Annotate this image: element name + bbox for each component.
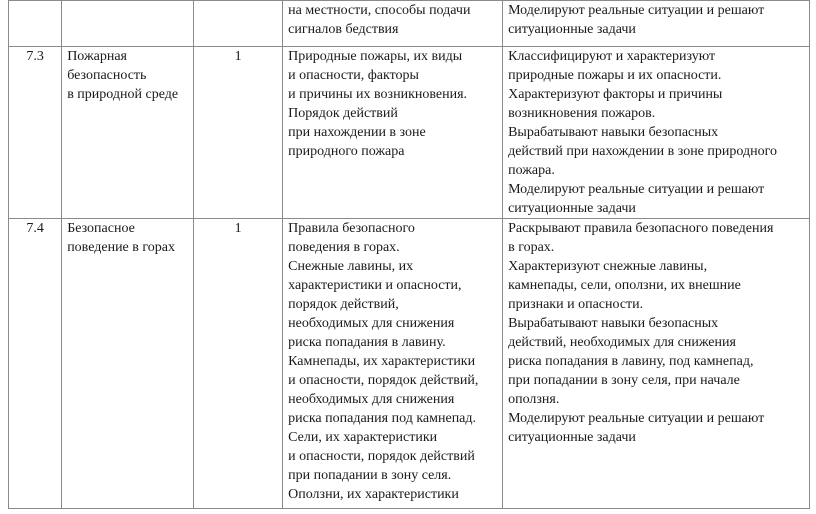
activity-line: признаки и опасности. [508,297,644,312]
content-cell [283,47,503,219]
topic-line: в природной среде [67,87,179,102]
section-number: 7.4 [26,221,44,236]
topic-cell [62,47,194,219]
activity-cell [503,1,810,47]
hours-value: 1 [234,221,242,236]
hours-cell [194,47,283,219]
content-line: Природные пожары, их виды [288,49,463,64]
hours-value: 1 [234,49,242,64]
activity-line: ситуационные задачи [508,201,636,216]
activity-line: риска попадания в лавину, под камнепад, [508,354,754,369]
topic-line: безопасность [67,68,147,83]
activity-cell [503,47,810,219]
activity-line: оползня. [508,392,560,407]
hours-cell [194,219,283,509]
content-line: Порядок действий [288,106,398,121]
content-line: природного пожара [288,144,405,159]
content-line: Оползни, их характеристики [288,487,459,502]
activity-line: природные пожары и их опасности. [508,68,722,83]
content-cell [283,219,503,509]
section-number-cell [9,1,62,47]
content-cell [283,1,503,47]
activity-line: пожара. [508,163,555,178]
activity-line: ситуационные задачи [508,430,636,445]
table-row [9,1,810,47]
content-line: Снежные лавины, их [288,259,414,274]
topic-cell [62,1,194,47]
topic-cell [62,219,194,509]
content-line: на местности, способы подачи [288,3,471,18]
activity-line: Вырабатывают навыки безопасных [508,316,719,331]
activity-line: действий, необходимых для снижения [508,335,736,350]
content-line: и причины их возникновения. [288,87,468,102]
content-line: при попадании в зону селя. [288,468,452,483]
content-line: сигналов бедствия [288,22,399,37]
activity-line: Раскрывают правила безопасного поведения [508,221,774,236]
activity-line: камнепады, сели, оползни, их внешние [508,278,741,293]
content-line: Камнепады, их характеристики [288,354,476,369]
content-line: Правила безопасного [288,221,415,236]
content-line: и опасности, факторы [288,68,419,83]
activity-line: Моделируют реальные ситуации и решают [508,411,765,426]
section-number-cell [9,47,62,219]
activity-line: Моделируют реальные ситуации и решают [508,3,765,18]
activity-line: Вырабатывают навыки безопасных [508,125,719,140]
activity-line: при попадании в зону селя, при начале [508,373,740,388]
section-number: 7.3 [26,49,44,64]
hours-cell [194,1,283,47]
activity-line: Характеризуют факторы и причины [508,87,723,102]
table-row [9,219,810,509]
activity-line: возникновения пожаров. [508,106,656,121]
content-line: характеристики и опасности, [288,278,462,293]
activity-line: Моделируют реальные ситуации и решают [508,182,765,197]
activity-line: Классифицируют и характеризуют [508,49,716,64]
content-line: Сели, их характеристики [288,430,438,445]
activity-line: ситуационные задачи [508,22,636,37]
content-line: необходимых для снижения [288,316,455,331]
content-line: поведения в горах. [288,240,400,255]
content-line: при нахождении в зоне [288,125,426,140]
topic-line: поведение в горах [67,240,175,255]
topic-line: Пожарная [67,49,127,64]
activity-cell [503,219,810,509]
activity-line: действий при нахождении в зоне природного [508,144,777,159]
content-line: и опасности, порядок действий [288,449,475,464]
table-body [9,1,810,509]
content-line: риска попадания под камнепад. [288,411,477,426]
activity-line: в горах. [508,240,555,255]
table-row [9,47,810,219]
curriculum-table [8,0,810,509]
content-line: порядок действий, [288,297,399,312]
section-number-cell [9,219,62,509]
topic-line: Безопасное [67,221,135,236]
content-line: необходимых для снижения [288,392,455,407]
content-line: риска попадания в лавину. [288,335,446,350]
content-line: и опасности, порядок действий, [288,373,479,388]
activity-line: Характеризуют снежные лавины, [508,259,708,274]
